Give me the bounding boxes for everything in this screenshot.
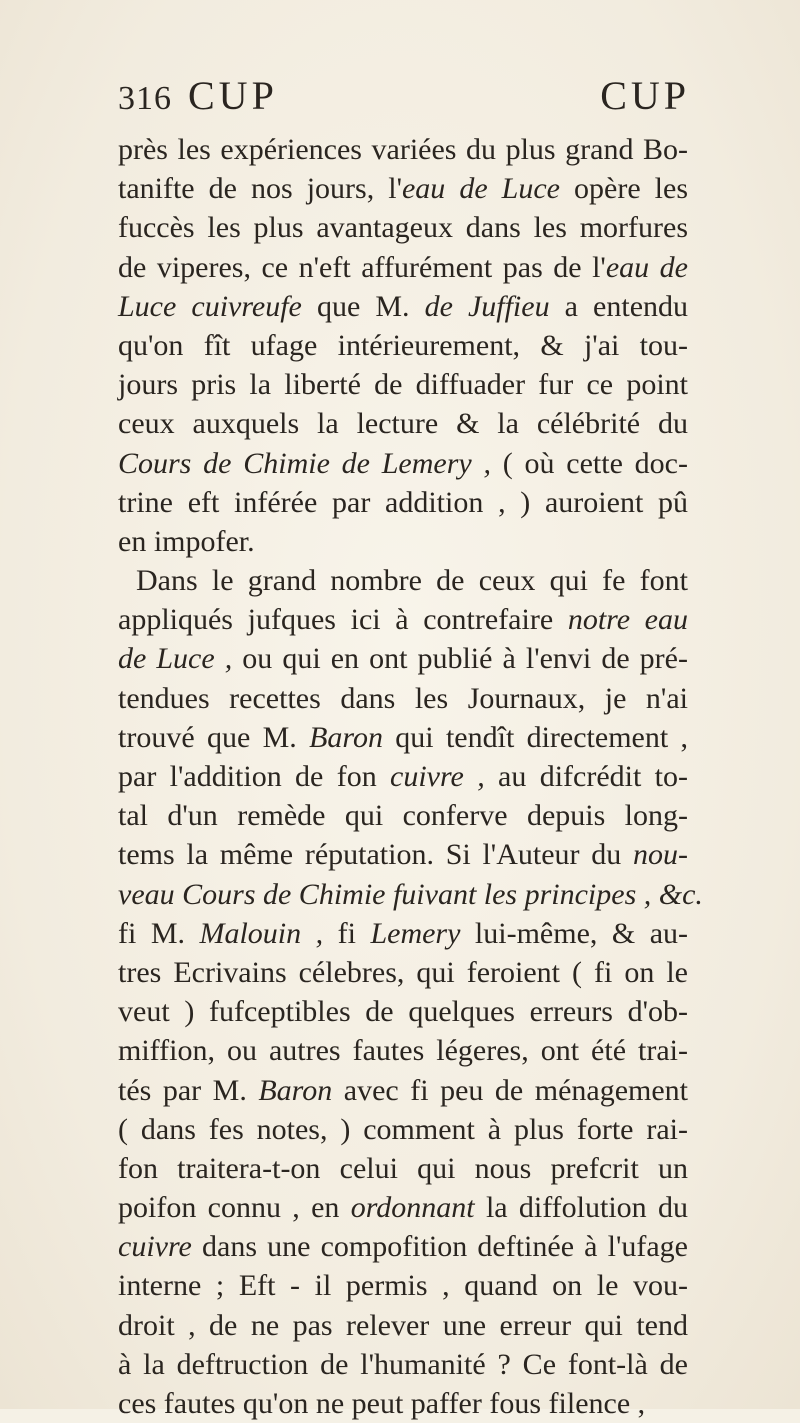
italic-text: ordonnant xyxy=(350,1191,475,1225)
text-run: poifon connu , en xyxy=(118,1191,351,1225)
text-run: fon traitera-t-on celui qui nous prefcrit un xyxy=(118,1151,688,1185)
text-line xyxy=(118,953,688,992)
body-text xyxy=(118,130,703,1423)
italic-text: Baron xyxy=(258,1073,333,1107)
text-line xyxy=(118,1149,688,1188)
text-line xyxy=(118,992,688,1031)
text-line xyxy=(118,404,688,443)
text-run: tés par M. xyxy=(118,1073,259,1107)
text-run: trine eft inférée par addition , ) auroient pû xyxy=(118,485,688,519)
text-line xyxy=(118,130,688,169)
text-line xyxy=(118,365,688,404)
text-run: avec fi peu de ménagement xyxy=(332,1073,688,1107)
text-line xyxy=(118,1345,688,1384)
text-run: de viperes, ce n'eft affurément pas de l' xyxy=(118,250,606,284)
text-run: a entendu xyxy=(549,289,689,323)
text-line xyxy=(118,522,688,561)
text-run: tal d'un remède qui conferve depuis long- xyxy=(118,799,688,833)
text-run: opère les xyxy=(560,172,689,206)
text-run: fi xyxy=(323,916,371,950)
text-run: ( où cette doc- xyxy=(490,446,688,480)
text-line xyxy=(118,796,688,835)
text-run: veut ) fufceptibles de quelques erreurs d'ob- xyxy=(118,995,688,1029)
text-line xyxy=(118,679,688,718)
text-run: ou qui en ont publié à l'envi de pré- xyxy=(232,642,688,676)
text-line xyxy=(118,561,688,600)
text-line xyxy=(118,718,688,757)
text-run: ceux auxquels la lecture & la célébrité du xyxy=(118,407,688,441)
text-run: tendues recettes dans les Journaux, je n'ai xyxy=(118,681,688,715)
text-run: droit , de ne pas relever une erreur qui tend xyxy=(118,1308,688,1342)
text-line xyxy=(118,835,688,874)
text-run: ( dans fes notes, ) comment à plus forte rai- xyxy=(118,1112,688,1146)
text-line xyxy=(118,1188,688,1227)
text-run: tems la même réputation. Si l'Auteur du xyxy=(118,838,633,872)
text-line xyxy=(118,248,688,287)
text-run: appliqués jufques ici à contrefaire xyxy=(118,603,568,637)
text-line xyxy=(118,1384,688,1423)
italic-text: notre eau xyxy=(567,603,689,637)
text-run: dans une compofition deftinée à l'ufage xyxy=(191,1230,688,1264)
italic-text: veau Cours de Chimie fuivant les principes , &c. xyxy=(118,877,703,911)
text-line xyxy=(118,1266,688,1305)
text-line xyxy=(118,1306,688,1345)
page-number: 316 xyxy=(118,80,172,117)
text-run: trouvé que M. xyxy=(118,720,310,754)
text-line xyxy=(118,914,688,953)
text-line xyxy=(118,483,688,522)
italic-text: Baron xyxy=(309,720,383,754)
text-run: fuccès les plus avantageux dans les morfures xyxy=(118,211,688,245)
italic-text: eau de Luce xyxy=(401,172,560,206)
text-line xyxy=(118,600,688,639)
text-line xyxy=(118,1031,688,1070)
text-line xyxy=(118,1227,688,1266)
text-line xyxy=(118,1110,688,1149)
text-run: la diffolution du xyxy=(474,1191,688,1225)
text-run: que M. xyxy=(301,289,425,323)
text-run: ces fautes qu'on ne peut paffer fous filence , xyxy=(118,1387,646,1420)
right-running-head: CUP xyxy=(600,73,690,118)
italic-text: Cours de Chimie de Lemery , xyxy=(118,446,491,480)
left-running-head: CUP xyxy=(188,73,278,118)
text-line xyxy=(118,639,688,678)
italic-text: cuivre xyxy=(118,1230,192,1264)
text-line xyxy=(118,326,688,365)
text-line xyxy=(118,757,688,796)
italic-text: Lemery xyxy=(370,916,461,950)
text-run: qu'on fît ufage intérieurement, & j'ai tou- xyxy=(118,328,688,362)
italic-text: Malouin , xyxy=(199,916,324,950)
text-run: à la deftruction de l'humanité ? Ce font-là de xyxy=(118,1347,688,1381)
text-line xyxy=(118,1071,688,1110)
text-run: interne ; Eft - il permis , quand on le vou- xyxy=(118,1269,688,1303)
text-run: Dans le grand nombre de ceux qui fe font xyxy=(136,564,688,598)
italic-text: eau de xyxy=(605,250,688,284)
text-line xyxy=(118,169,688,208)
italic-text: de Luce , xyxy=(118,642,233,676)
text-run: tanifte de nos jours, l' xyxy=(118,172,402,206)
text-run: par l'addition de fon xyxy=(118,760,391,793)
italic-text: de Juffieu xyxy=(424,289,550,323)
text-run: miffion, ou autres fautes légeres, ont été trai- xyxy=(118,1034,688,1068)
text-run: qui tendît directement , xyxy=(382,720,688,754)
text-run: jours pris la liberté de diffuader fur ce point xyxy=(118,368,688,402)
text-run: tres Ecrivains célebres, qui feroient ( fi on le xyxy=(118,955,688,989)
text-run: au difcrédit to- xyxy=(484,760,688,793)
running-header xyxy=(118,72,690,122)
italic-text: nou- xyxy=(633,838,688,872)
text-run: près les expériences variées du plus grand Bo- xyxy=(118,133,688,166)
text-line xyxy=(118,287,688,326)
text-run: fi M. xyxy=(118,916,200,950)
text-line xyxy=(118,875,703,914)
text-run: lui-même, & au- xyxy=(460,916,689,950)
text-run: en impofer. xyxy=(118,524,255,558)
italic-text: cuivre , xyxy=(390,760,485,793)
text-line xyxy=(118,208,688,247)
italic-text: Luce cuivreufe xyxy=(118,289,302,323)
text-line xyxy=(118,444,688,483)
